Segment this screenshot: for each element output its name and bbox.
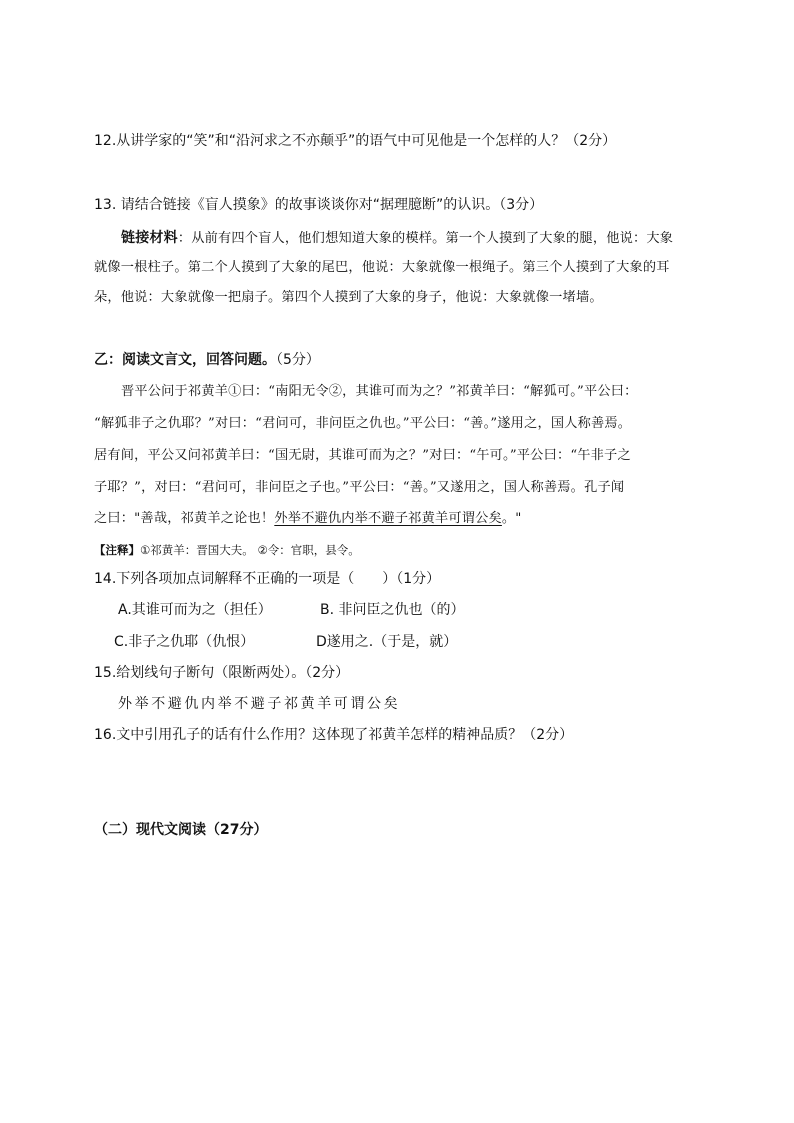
- q14-option-a: A.其谁可而为之（担任）: [118, 602, 272, 618]
- underlined-sentence: 外举不避仇内举不避子祁黄羊可谓公矣: [274, 511, 502, 526]
- passage-text: 之曰："善哉，祁黄羊之论也！: [94, 511, 275, 526]
- q14-question: 14.下列各项加点词解释不正确的一项是（ ）（1分）: [94, 571, 441, 587]
- passage-line-2: “解狐非子之仇耶？”对曰：“君问可，非问臣之仇也。”平公曰：“善。”遂用之，国人称善焉。: [94, 416, 632, 431]
- q13-material-line-2: 就像一根柱子。第二个人摸到了大象的尾巴，他说：大象就像一根绳子。第三个人摸到了大象的耳: [94, 260, 670, 275]
- material-text: ：从前有四个盲人，他们想知道大象的模样。第一个人摸到了大象的腿，他说：大象: [177, 231, 674, 246]
- q15-sentence: 外举不避仇内举不避子祁黄羊可谓公矣: [118, 696, 401, 712]
- q15-question: 15.给划线句子断句（限断两处）。（2分）: [94, 665, 350, 681]
- section-b-heading: [94, 351, 320, 369]
- q14-option-c: C.非子之仇耶（仇恨）: [114, 634, 255, 650]
- section-b-title: 乙：阅读文言文，回答问题。: [94, 352, 276, 368]
- q13-question: 13. 请结合链接《盲人摸象》的故事谈谈你对“据理臆断”的认识。（3分）: [94, 197, 544, 213]
- section-b-score: （5分）: [276, 352, 320, 368]
- annotation: [94, 541, 360, 559]
- annotation-label: 【注释】: [94, 543, 140, 557]
- passage-line-5: [94, 510, 522, 528]
- q13-material-line-3: 朵，他说：大象就像一把扇子。第四个人摸到了大象的身子，他说：大象就像一堵墙。: [94, 290, 603, 305]
- q12-question: 12.从讲学家的“笑”和“沿河求之不亦颠乎”的语气中可见他是一个怎样的人？（2分）: [94, 133, 617, 149]
- passage-line-3: 居有间，平公又问祁黄羊曰：“国无尉，其谁可而为之？”对曰：“午可。”平公曰：“午非子之: [94, 448, 631, 463]
- q14-option-d: D遂用之.（于是，就）: [316, 634, 458, 650]
- q16-question: 16.文中引用孔子的话有什么作用？这体现了祁黄羊怎样的精神品质？（2分）: [94, 727, 574, 743]
- q13-material-line-1: [121, 229, 673, 248]
- material-label: 链接材料: [121, 230, 178, 246]
- annotation-text: ①祁黄羊：晋国大夫。 ②令：官职，县令。: [140, 543, 360, 557]
- passage-end: 。": [501, 511, 522, 526]
- section-two-heading: （二）现代文阅读（27分）: [94, 822, 268, 838]
- q14-option-b: B. 非问臣之仇也（的）: [320, 602, 465, 618]
- passage-line-4: 子耶？”，对曰：“君问可，非问臣之子也。”平公曰：“善。”又遂用之，国人称善焉。孔子闻: [94, 480, 625, 495]
- passage-line-1: 晋平公问于祁黄羊①曰：“南阳无令②，其谁可而为之？”祁黄羊曰：“解狐可。”平公曰：: [121, 384, 638, 399]
